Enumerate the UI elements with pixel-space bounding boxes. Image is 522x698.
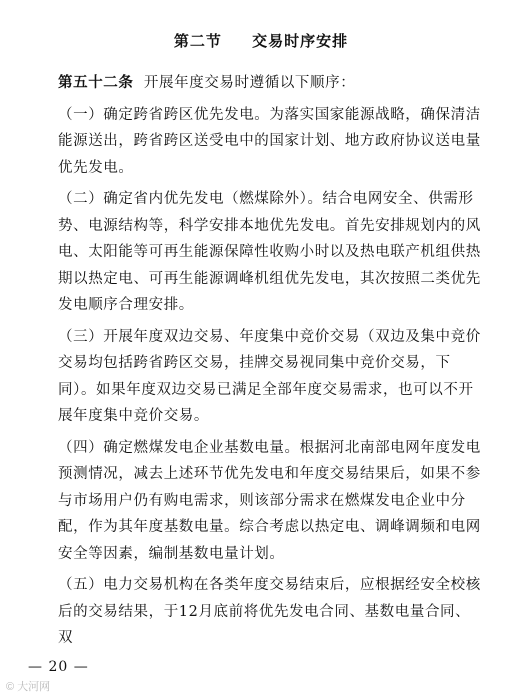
watermark: © 大河网 [6, 681, 51, 693]
article-heading: 第五十二条 [58, 74, 134, 91]
paragraph-1: （一）确定跨省跨区优先发电。为落实国家能源战略，确保清洁能源送出，跨省跨区送受电中的国家计划、地方政府协议送电量优先发电。 [58, 106, 481, 176]
article-intro-text: 开展年度交易时遵循以下顺序： [143, 75, 356, 91]
article-body [58, 70, 482, 657]
section-heading: 交易时序安排 [252, 32, 349, 50]
section-number: 第二节 [173, 32, 222, 50]
page-number: — 20 — [28, 659, 89, 675]
section-title [0, 30, 522, 51]
article-intro [58, 70, 482, 97]
paragraph-4: （四）确定燃煤发电企业基数电量。根据河北南部电网年度发电预测情况，减去上述环节优先发电和年度交易结果后，如果不参与市场用户仍有购电需求，则该部分需求在燃煤发电企业中分配，作为其年度基数电量。综合考虑以热定电、调峰调频和电网安全等因素，编制基数电量计划。 [58, 439, 481, 562]
paragraph-3: （三）开展年度双边交易、年度集中竞价交易（双边及集中竞价交易均包括跨省跨区交易，挂牌交易视同集中竞价交易，下同）。如果年度双边交易已满足全部年度交易需求，也可以不开展年度集中竞价交易。 [58, 328, 481, 424]
paragraph-2: （二）确定省内优先发电（燃煤除外）。结合电网安全、供需形势、电源结构等，科学安排本地优先发电。首先安排规划内的风电、太阳能等可再生能源保障性收购小时以及热电联产机组供热期以热定电、可再生能源调峰机组优先发电，其次按照二类优先发电顺序合理安排。 [58, 191, 481, 313]
paragraph-5: （五）电力交易机构在各类年度交易结束后，应根据经安全校核后的交易结果，于12月底前将优先发电合同、基数电量合同、双 [58, 577, 481, 646]
